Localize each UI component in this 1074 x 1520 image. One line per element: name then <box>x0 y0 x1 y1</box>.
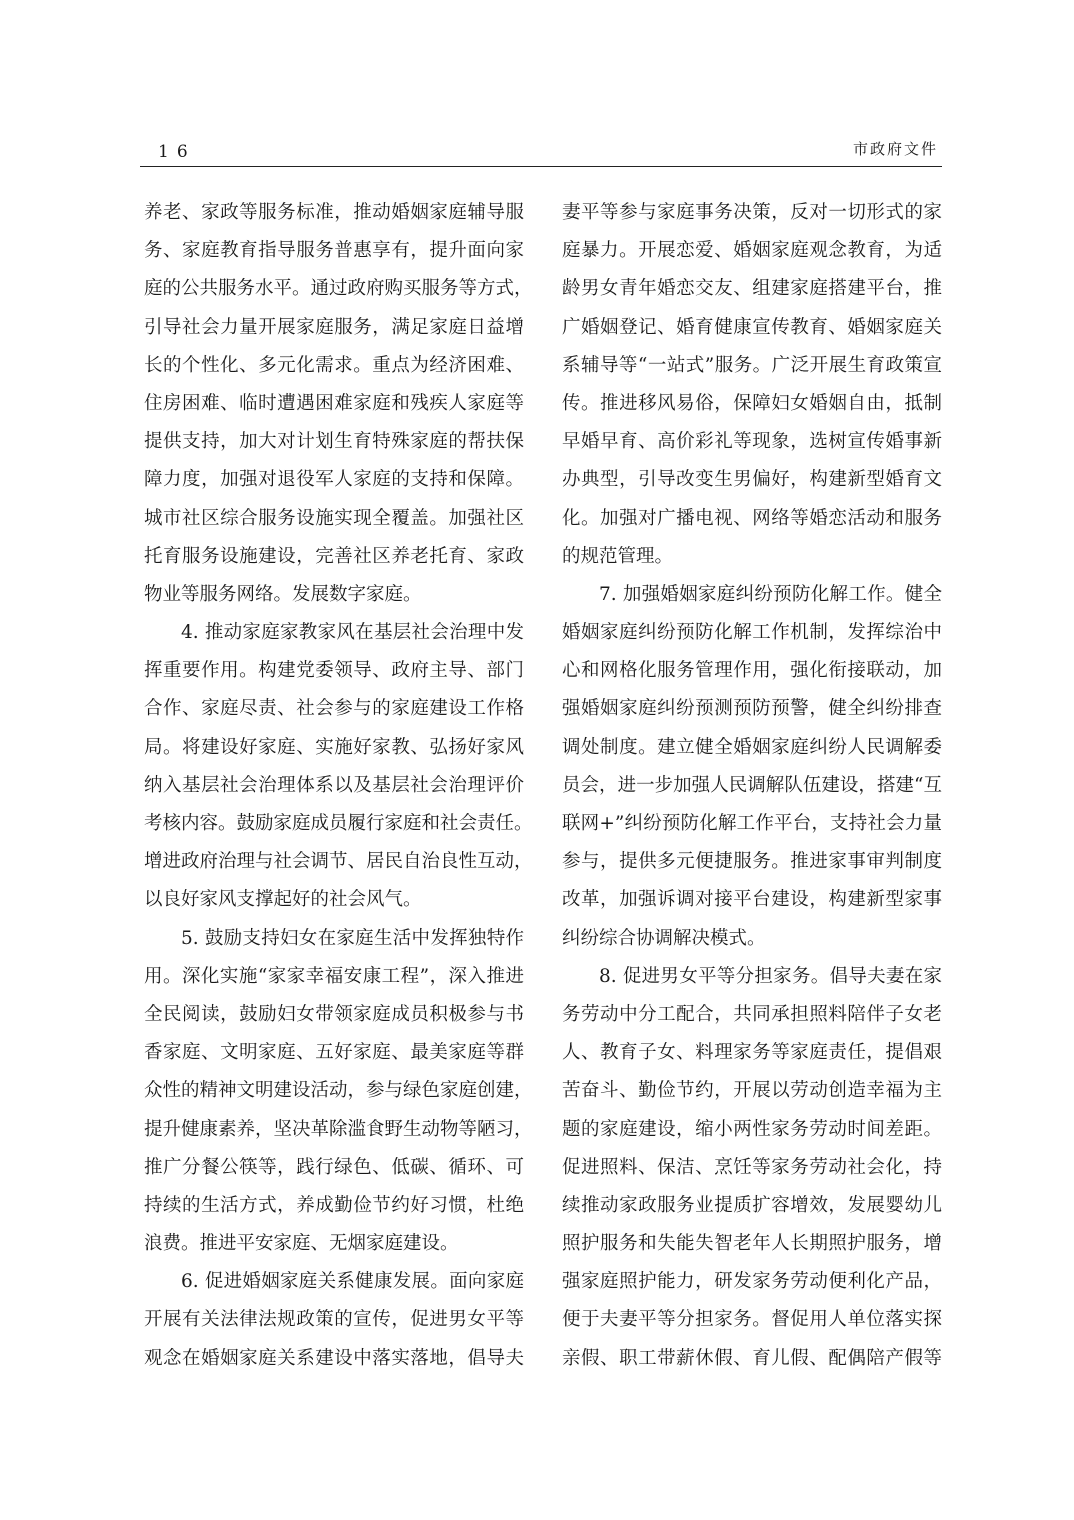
text-line: 住房困难、临时遭遇困难家庭和残疾人家庭等 <box>144 392 524 414</box>
text-line: 心和网格化服务管理作用，强化衔接联动，加 <box>562 660 942 682</box>
text-line: 人、教育子女、料理家务等家庭责任，提倡艰 <box>562 1042 942 1064</box>
document-label: 市政府文件 <box>852 140 938 158</box>
text-line: 纳入基层社会治理体系以及基层社会治理评价 <box>144 774 524 796</box>
text-line: 物业等服务网络。发展数字家庭。 <box>144 583 422 605</box>
text-line: 妻平等参与家庭事务决策，反对一切形式的家 <box>562 202 942 223</box>
text-line: 开展有关法律法规政策的宣传，促进男女平等 <box>144 1309 524 1331</box>
text-line: 员会，进一步加强人民调解队伍建设，搭建“互 <box>562 774 942 796</box>
text-line: 题的家庭建设，缩小两性家务劳动时间差距。 <box>562 1118 942 1140</box>
text-line: 便于夫妻平等分担家务。督促用人单位落实探 <box>562 1309 942 1331</box>
text-line: 系辅导等“一站式”服务。广泛开展生育政策宣 <box>562 354 942 376</box>
text-line: 参与，提供多元便捷服务。推进家事审判制度 <box>562 851 942 873</box>
text-line: 香家庭、文明家庭、五好家庭、最美家庭等群 <box>144 1042 524 1064</box>
text-line: 办典型，引导改变生男偏好，构建新型婚育文 <box>562 469 942 491</box>
text-line: 增进政府治理与社会调节、居民自治良性互动， <box>144 851 533 873</box>
text-line: 引导社会力量开展家庭服务，满足家庭日益增 <box>144 316 524 338</box>
text-line: 以良好家风支撑起好的社会风气。 <box>144 889 422 911</box>
text-line: 众性的精神文明建设活动，参与绿色家庭创建， <box>144 1080 533 1102</box>
text-line: 持续的生活方式，养成勤俭节约好习惯，杜绝 <box>144 1194 524 1216</box>
text-line: 提供支持，加大对计划生育特殊家庭的帮扶保 <box>144 431 524 453</box>
text-line: 的规范管理。 <box>562 545 674 567</box>
text-line: 浪费。推进平安家庭、无烟家庭建设。 <box>144 1233 459 1255</box>
text-line: 续推动家政服务业提质扩容增效，发展婴幼儿 <box>562 1194 942 1216</box>
text-line: 照护服务和失能失智老年人长期照护服务，增 <box>562 1233 942 1255</box>
text-line: 促进照料、保洁、烹饪等家务劳动社会化，持 <box>562 1156 942 1178</box>
text-line: 提升健康素养，坚决革除滥食野生动物等陋习， <box>144 1118 533 1140</box>
text-line: 障力度，加强对退役军人家庭的支持和保障。 <box>144 469 524 491</box>
text-line: 7. 加强婚姻家庭纠纷预防化解工作。健全 <box>599 583 942 605</box>
text-line: 推广分餐公筷等，践行绿色、低碳、循环、可 <box>144 1156 524 1178</box>
text-line: 早婚早育、高价彩礼等现象，选树宣传婚事新 <box>562 431 942 453</box>
text-line: 5. 鼓励支持妇女在家庭生活中发挥独特作 <box>181 927 524 949</box>
text-line: 6. 促进婚姻家庭关系健康发展。面向家庭 <box>181 1271 524 1293</box>
text-line: 亲假、职工带薪休假、育儿假、配偶陪产假等 <box>562 1347 942 1369</box>
text-line: 4. 推动家庭家教家风在基层社会治理中发 <box>181 622 524 644</box>
text-line: 观念在婚姻家庭关系建设中落实落地，倡导夫 <box>144 1347 524 1369</box>
text-line: 庭的公共服务水平。通过政府购买服务等方式， <box>144 278 533 300</box>
text-line: 养老、家政等服务标准，推动婚姻家庭辅导服 <box>144 202 524 223</box>
right-column <box>562 194 942 1378</box>
text-line: 局。将建设好家庭、实施好家教、弘扬好家风 <box>144 736 524 758</box>
text-line: 托育服务设施建设，完善社区养老托育、家政 <box>144 545 524 567</box>
text-line: 挥重要作用。构建党委领导、政府主导、部门 <box>144 660 524 682</box>
left-column <box>144 194 533 1378</box>
text-line: 全民阅读，鼓励妇女带领家庭成员积极参与书 <box>144 1003 524 1025</box>
text-line: 强家庭照护能力，研发家务劳动便利化产品， <box>562 1271 942 1293</box>
text-line: 城市社区综合服务设施实现全覆盖。加强社区 <box>144 507 524 529</box>
text-line: 务、家庭教育指导服务普惠享有，提升面向家 <box>144 240 524 262</box>
text-line: 长的个性化、多元化需求。重点为经济困难、 <box>144 354 524 376</box>
text-line: 传。推进移风易俗，保障妇女婚姻自由，抵制 <box>562 392 942 414</box>
text-line: 联网+”纠纷预防化解工作平台，支持社会力量 <box>562 813 942 834</box>
text-line: 务劳动中分工配合，共同承担照料陪伴子女老 <box>562 1003 942 1025</box>
text-line: 庭暴力。开展恋爱、婚姻家庭观念教育，为适 <box>562 240 942 262</box>
text-line: 苦奋斗、勤俭节约，开展以劳动创造幸福为主 <box>562 1080 942 1102</box>
page-number: 16 <box>158 142 196 162</box>
text-line: 强婚姻家庭纠纷预测预防预警，健全纠纷排查 <box>562 698 942 720</box>
text-line: 考核内容。鼓励家庭成员履行家庭和社会责任。 <box>144 813 533 834</box>
text-line: 8. 促进男女平等分担家务。倡导夫妻在家 <box>599 965 942 987</box>
text-line: 调处制度。建立健全婚姻家庭纠纷人民调解委 <box>562 736 942 758</box>
text-line: 用。深化实施“家家幸福安康工程”，深入推进 <box>144 965 524 987</box>
text-line: 纠纷综合协调解决模式。 <box>562 927 766 949</box>
text-line: 化。加强对广播电视、网络等婚恋活动和服务 <box>562 507 942 529</box>
page-header <box>140 138 942 167</box>
text-line: 改革，加强诉调对接平台建设，构建新型家事 <box>562 889 942 911</box>
text-line: 合作、家庭尽责、社会参与的家庭建设工作格 <box>144 698 524 720</box>
text-line: 龄男女青年婚恋交友、组建家庭搭建平台，推 <box>562 278 942 300</box>
text-line: 广婚姻登记、婚育健康宣传教育、婚姻家庭关 <box>562 316 942 338</box>
text-line: 婚姻家庭纠纷预防化解工作机制，发挥综治中 <box>562 622 942 644</box>
